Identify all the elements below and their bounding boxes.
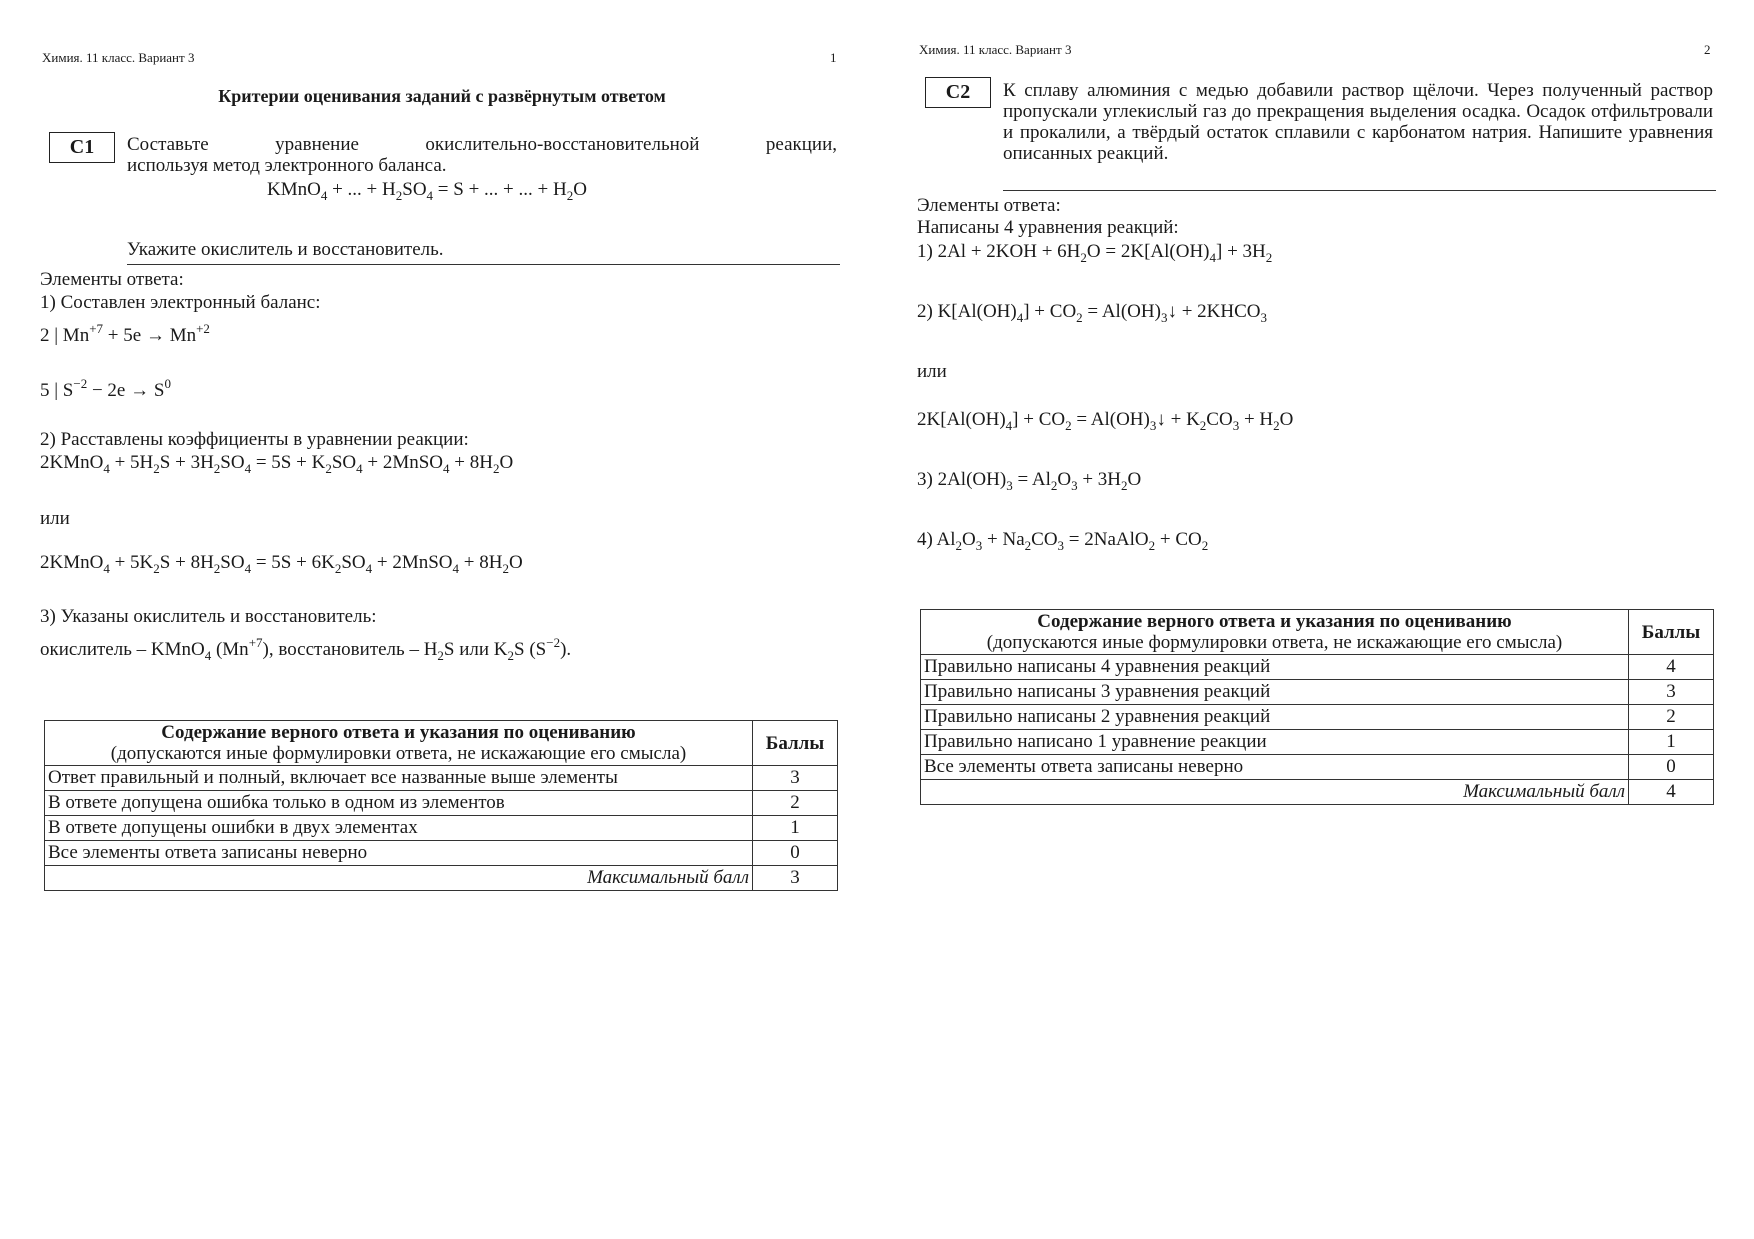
p1-score-table <box>44 720 838 891</box>
p1-step3-text: окислитель – KMnO$_4$ $(Mn^{+7})$, восстановитель – $H_2S$ или $K_2S$ $(S^{-2})$. <box>40 635 572 663</box>
p1-max-label: Максимальный балл <box>45 866 753 891</box>
table-row <box>45 791 838 816</box>
p1-eq1: 2KMnO$_4$ + $5H_2S + 3H_2SO_4 = 5S + K_2SO_4$ + 2MnSO$_4$ + $8H_2O$ <box>40 452 514 476</box>
task-c2-divider <box>1003 190 1716 191</box>
table-row <box>921 705 1714 730</box>
p2-table-head-content <box>921 610 1629 655</box>
p2-row2-text: Правильно написаны 2 уравнения реакций <box>921 705 1629 730</box>
p1-row3-text: Все элементы ответа записаны неверно <box>45 841 753 866</box>
p2-answer-intro: Элементы ответа: <box>917 195 1061 216</box>
p1-answer-intro: Элементы ответа: <box>40 269 184 290</box>
page2-header-left: Химия. 11 класс. Вариант 3 <box>919 42 1072 57</box>
p2-row3-points: 1 <box>1629 730 1714 755</box>
p1-table-head-note: (допускаются иные формулировки ответа, не искажающие его смысла) <box>110 743 687 764</box>
p1-table-max-row <box>45 866 838 891</box>
p2-table-head-note: (допускаются иные формулировки ответа, не искажающие его смысла) <box>986 632 1563 653</box>
p1-step3: 3) Указаны окислитель и восстановитель: <box>40 606 377 627</box>
p2-row4-text: Все элементы ответа записаны неверно <box>921 755 1629 780</box>
table-row <box>45 841 838 866</box>
p1-balance2: 5 | $S^{-2} - 2e \to S^0$ <box>40 376 171 401</box>
p1-row0-text: Ответ правильный и полный, включает все названные выше элементы <box>45 766 753 791</box>
p2-r4: 4) $Al_2O_3 + Na_2CO_3$ = 2NaAlO$_2$ + $CO_2$ <box>917 529 1209 553</box>
p2-row1-text: Правильно написаны 3 уравнения реакций <box>921 680 1629 705</box>
p2-table-head-points: Баллы <box>1629 610 1714 655</box>
p2-row2-points: 2 <box>1629 705 1714 730</box>
p1-table-head-content <box>45 721 753 766</box>
p2-table-head-bold: Содержание верного ответа и указания по оцениванию <box>1037 611 1512 632</box>
p2-max-label: Максимальный балл <box>921 780 1629 805</box>
page1-title: Критерии оценивания заданий с развёрнутым ответом <box>218 86 666 106</box>
p2-or: или <box>917 361 947 382</box>
p2-row0-text: Правильно написаны 4 уравнения реакций <box>921 655 1629 680</box>
p2-r2: 2) $K[Al(OH)_4] + CO_2$ = $Al(OH)_3↓$ + $2KHCO_3$ <box>917 301 1267 325</box>
task-c1-equation: KMnO$_4$ + ... + $H_2SO_4 = S$ + ... + ... + $H_2O$ <box>267 179 587 203</box>
p1-balance1: 2 | $Mn^{+7} + 5e \to Mn^{+2}$ <box>40 321 210 346</box>
table-row <box>921 655 1714 680</box>
page1-page-number: 1 <box>830 50 837 65</box>
task-c1-line1: Составьте уравнение окислительно-восстановительной реакции, <box>127 134 837 155</box>
p2-row4-points: 0 <box>1629 755 1714 780</box>
table-row <box>45 766 838 791</box>
p2-subtitle: Написаны 4 уравнения реакций: <box>917 217 1179 238</box>
table-row <box>45 816 838 841</box>
p2-row1-points: 3 <box>1629 680 1714 705</box>
p2-score-table <box>920 609 1714 805</box>
p2-r1: 1) $2Al + 2KOH + 6H_2O = 2K[Al(OH)_4] + 3H_2$ <box>917 241 1273 265</box>
p2-table-header <box>921 610 1714 655</box>
p1-table-head-points: Баллы <box>753 721 838 766</box>
task-c2-text: К сплаву алюминия с медью добавили раствор щёлочи. Через полученный раствор пропускали углекислый газ до прекращения выделения осадка. Осадок отфильтровали и прокалили, а твёрдый остаток сплавили с карбонатом натрия. Напишите уравнения описанных реакций. <box>1003 80 1713 164</box>
p1-row3-points: 0 <box>753 841 838 866</box>
p1-step1: 1) Составлен электронный баланс: <box>40 292 321 313</box>
p1-row1-points: 2 <box>753 791 838 816</box>
p2-r2b: $2K[Al(OH)_4] + CO_2$ = $Al(OH)_3↓ + K_2CO_3 + H_2O$ <box>917 409 1294 433</box>
p1-row2-points: 1 <box>753 816 838 841</box>
p2-r3: 3) $2Al(OH)_3 = Al_2O_3 + 3H_2O$ <box>917 469 1142 493</box>
task-c1-line2: используя метод электронного баланса. <box>127 155 447 176</box>
p1-row0-points: 3 <box>753 766 838 791</box>
p2-row3-text: Правильно написано 1 уравнение реакции <box>921 730 1629 755</box>
page1-header-left: Химия. 11 класс. Вариант 3 <box>42 50 195 65</box>
task-label-c2: С2 <box>925 77 991 108</box>
p1-step2: 2) Расставлены коэффициенты в уравнении реакции: <box>40 429 469 450</box>
page2-page-number: 2 <box>1704 42 1711 57</box>
p1-max-points: 3 <box>753 866 838 891</box>
task-c1-divider <box>127 264 840 265</box>
p2-row0-points: 4 <box>1629 655 1714 680</box>
p1-table-header <box>45 721 838 766</box>
p1-row2-text: В ответе допущены ошибки в двух элементах <box>45 816 753 841</box>
task-c1-text <box>127 134 837 176</box>
table-row <box>921 680 1714 705</box>
p1-eq2: 2KMnO$_4$ + $5K_2S + 8H_2SO_4 = 5S + 6K_2SO_4$ + 2MnSO$_4$ + $8H_2O$ <box>40 552 523 576</box>
table-row <box>921 755 1714 780</box>
p1-row1-text: В ответе допущена ошибка только в одном из элементов <box>45 791 753 816</box>
table-row <box>921 730 1714 755</box>
p2-table-max-row <box>921 780 1714 805</box>
task-c1-line3: Укажите окислитель и восстановитель. <box>127 239 444 260</box>
p2-max-points: 4 <box>1629 780 1714 805</box>
p1-table-head-bold: Содержание верного ответа и указания по оцениванию <box>161 722 636 743</box>
task-label-c1: С1 <box>49 132 115 163</box>
p1-or: или <box>40 508 70 529</box>
